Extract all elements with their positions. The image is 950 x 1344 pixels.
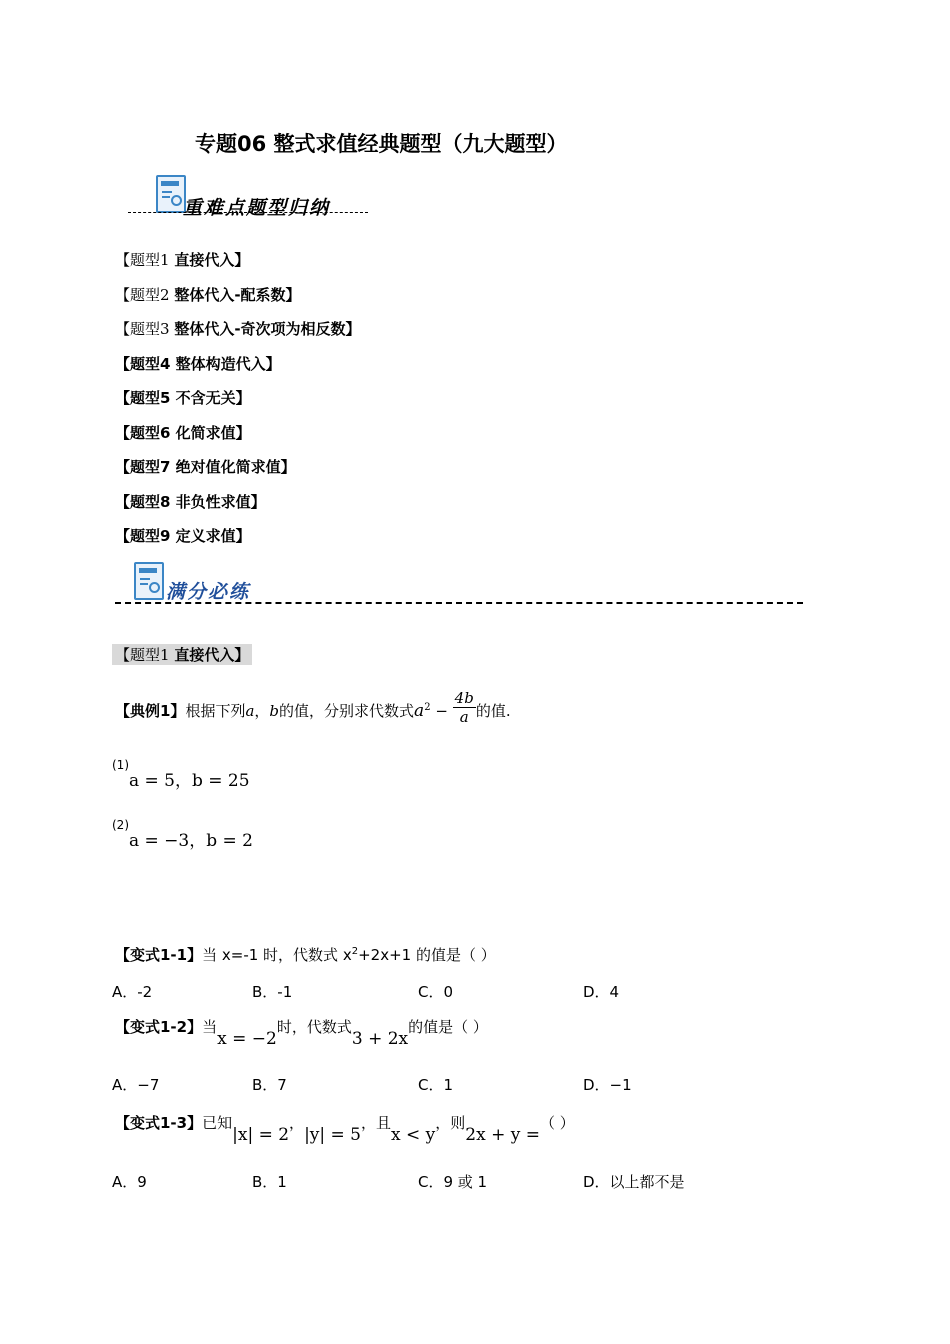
option-b[interactable]: B．-1	[252, 983, 293, 1001]
section-title-practice: 满分必练	[166, 581, 251, 603]
toc-item-3[interactable]: 【题型3 整体代入-奇次项为相反数】	[115, 320, 361, 338]
toc-item-5[interactable]: 【题型5 不含无关】	[115, 389, 251, 407]
page-title: 专题06 整式求值经典题型（九大题型）	[195, 132, 568, 156]
variant-1-3: 【变式1-3】已知|x| = 2，|y| = 5，且x < y，则2x + y =（ ）	[115, 1114, 575, 1145]
example-1-part-2: $^{(2)}$a = −3，b = 2	[112, 818, 253, 851]
example-1: 【典例1】根据下列a，b的值，分别求代数式$a^2$ − $\frac{4b}{a}$ 的值.	[115, 689, 511, 726]
option-a[interactable]: A．-2	[112, 983, 153, 1001]
option-d[interactable]: D．−1	[583, 1076, 632, 1094]
variant-1-2: 【变式1-2】当x = −2时，代数式3 + 2x的值是（ ）	[115, 1018, 488, 1049]
toc-item-2[interactable]: 【题型2 整体代入-配系数】	[115, 286, 301, 304]
option-d[interactable]: D．4	[583, 983, 620, 1001]
section-title-key-types: 重难点题型归纳	[183, 197, 331, 219]
toc-item-6[interactable]: 【题型6 化简求值】	[115, 424, 251, 442]
variant-1-1: 【变式1-1】当 x=-1 时，代数式 $x^2+2x+1$ 的值是（ ）	[115, 946, 496, 964]
toc-item-1[interactable]: 【题型1 直接代入】	[115, 251, 250, 269]
toc-item-8[interactable]: 【题型8 非负性求值】	[115, 493, 266, 511]
type-heading: 【题型1 直接代入】	[112, 644, 252, 665]
section-divider	[128, 212, 368, 213]
toc-item-7[interactable]: 【题型7 绝对值化简求值】	[115, 458, 296, 476]
option-d[interactable]: D．以上都不是	[583, 1173, 685, 1191]
section-divider	[115, 602, 803, 604]
toc-item-4[interactable]: 【题型4 整体构造代入】	[115, 355, 281, 373]
document-search-icon	[156, 175, 186, 213]
option-a[interactable]: A．−7	[112, 1076, 160, 1094]
option-c[interactable]: C．1	[418, 1076, 454, 1094]
toc-item-9[interactable]: 【题型9 定义求值】	[115, 527, 251, 545]
option-b[interactable]: B．1	[252, 1173, 287, 1191]
option-a[interactable]: A．9	[112, 1173, 147, 1191]
option-c[interactable]: C．0	[418, 983, 454, 1001]
document-search-icon	[134, 562, 164, 600]
example-1-part-1: $^{(1)}$a = 5，b = 25	[112, 758, 250, 791]
option-b[interactable]: B．7	[252, 1076, 287, 1094]
option-c[interactable]: C．9 或 1	[418, 1173, 488, 1191]
